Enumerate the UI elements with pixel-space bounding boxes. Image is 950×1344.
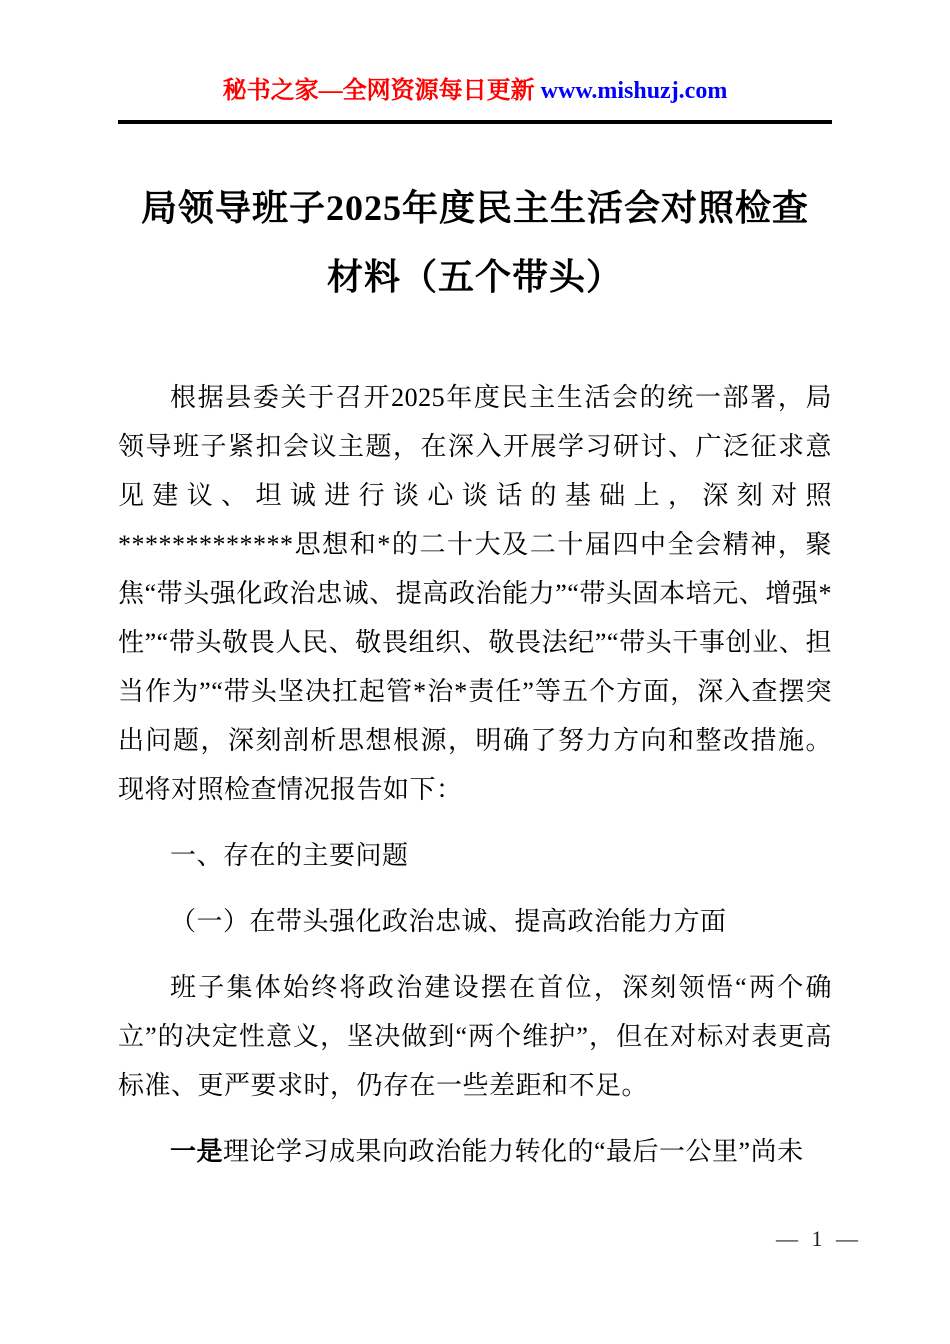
paragraph-first-point-text: 理论学习成果向政治能力转化的“最后一公里”尚未 — [223, 1136, 804, 1166]
page-number: — 1 — — [776, 1226, 862, 1251]
document-body — [118, 373, 832, 1176]
paragraph-first-point — [118, 1127, 832, 1176]
section-heading-problems: 一、存在的主要问题 — [170, 840, 409, 870]
paragraph-first-point-lead: 一是 — [170, 1136, 224, 1166]
subsection-heading-political-loyalty: （一）在带头强化政治忠诚、提高政治能力方面 — [170, 906, 727, 936]
site-brand: 秘书之家 — [222, 78, 319, 104]
paragraph-political-construction: 班子集体始终将政治建设摆在首位，深刻领悟“两个确立”的决定性意义，坚决做到“两个维护”，但在对标对表更高标准、更严要求时，仍存在一些差距和不足。 — [118, 972, 832, 1100]
document-title-line1: 局领导班子2025年度民主生活会对照检查 — [140, 188, 809, 229]
site-header — [118, 76, 832, 124]
document-title — [118, 174, 832, 311]
document-title-line2: 材料（五个带头） — [326, 256, 623, 297]
paragraph-intro: 根据县委关于召开2025年度民主生活会的统一部署，局领导班子紧扣会议主题，在深入开展学习研讨、广泛征求意见建议、坦诚进行谈心谈话的基础上，深刻对照*************思想和*的二十大及二十届四中全会精神，聚焦“带头强化政治忠诚、提高政治能力”“带头固本培元、增强*性”“带头敬畏人民、敬畏组织、敬畏法纪”“带头干事创业、担当作为”“带头坚决扛起管*治*责任”等五个方面，深入查摆突出问题，深刻剖析思想根源，明确了努力方向和整改措施。现将对照检查情况报告如下： — [118, 382, 832, 804]
site-url-link[interactable]: www.mishuzj.com — [540, 78, 728, 104]
site-tagline: —全网资源每日更新 — [318, 78, 541, 104]
